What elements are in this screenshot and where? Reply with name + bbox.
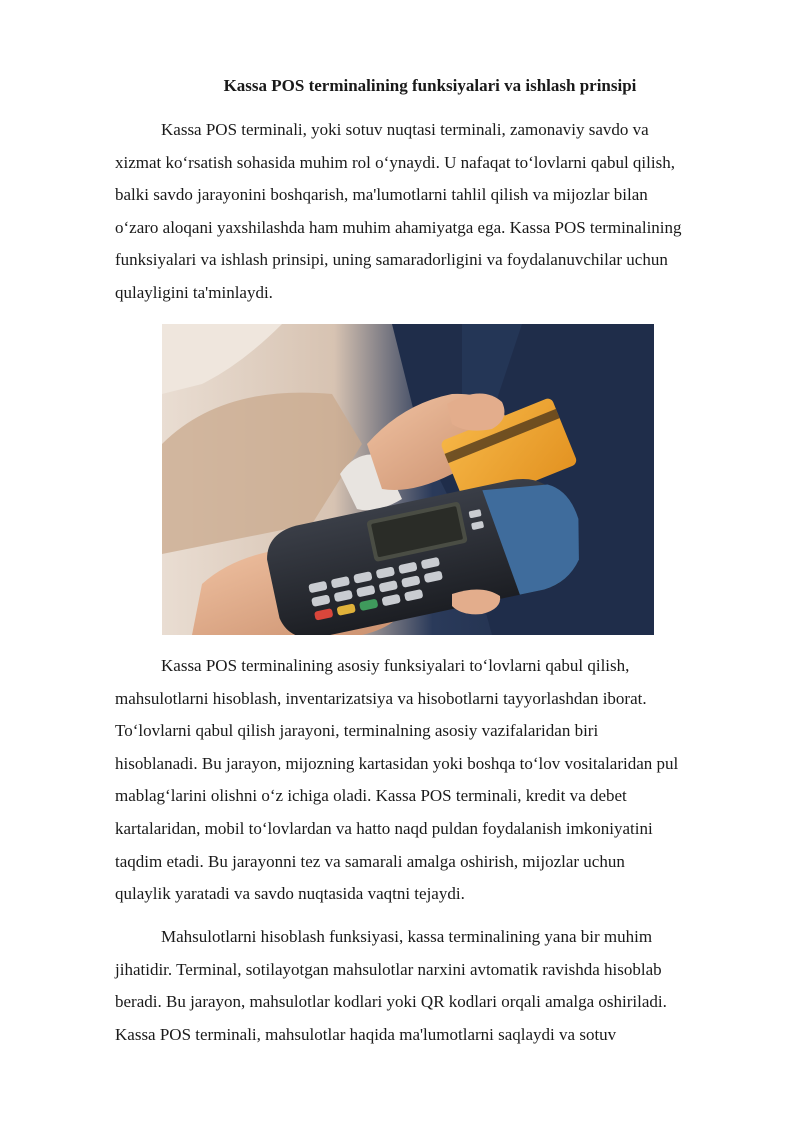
paragraph-main-functions: Kassa POS terminalining asosiy funksiyalari to‘lovlarni qabul qilish, mahsulotlarni hisoblash, inventarizatsiya va hisobotlarni tayyorlashdan iborat. To‘lovlarni qabul qilish jarayoni, terminalning asosiy vazifalaridan biri hisoblanadi. Bu jarayon, mijozning kartasidan yoki boshqa to‘lov vositalaridan pul mablag‘larini olishni o‘z ichiga oladi. Kassa POS terminali, kredit va debet kartalaridan, mobil to‘lovlardan va hatto naqd puldan foydalanish imkoniyatini taqdim etadi. Bu jarayonni tez va samarali amalga oshirish, mijozlar uchun qulaylik yaratadi va savdo nuqtasida vaqtni tejaydi.: [115, 656, 679, 904]
pos-terminal-photo: [162, 324, 654, 635]
document-title: Kassa POS terminalining funksiyalari va ishlash prinsipi: [223, 76, 637, 95]
paragraph-intro: Kassa POS terminali, yoki sotuv nuqtasi terminali, zamonaviy savdo va xizmat ko‘rsatish sohasida muhim rol o‘ynaydi. U nafaqat to‘lovlarni qabul qilish, balki savdo jarayonini boshqarish, ma'lumotlarni tahlil qilish va mijozlar bilan o‘zaro aloqani yaxshilashda ham muhim ahamiyatga ega. Kassa POS terminalining funksiyalari va ishlash prinsipi, uning samaradorligini va foydalanuvchilar uchun qulayligini ta'minlaydi.: [115, 120, 682, 302]
paragraph-calculation: Mahsulotlarni hisoblash funksiyasi, kassa terminalining yana bir muhim jihatidir. Terminal, sotilayotgan mahsulotlar narxini avtomatik ravishda hisoblab beradi. Bu jarayon, mahsulotlar kodlari yoki QR kodlari orqali amalga oshiriladi. Kassa POS terminali, mahsulotlar haqida ma'lumotlarni saqlaydi va sotuv: [115, 927, 667, 1044]
pos-terminal-illustration: [162, 324, 654, 635]
